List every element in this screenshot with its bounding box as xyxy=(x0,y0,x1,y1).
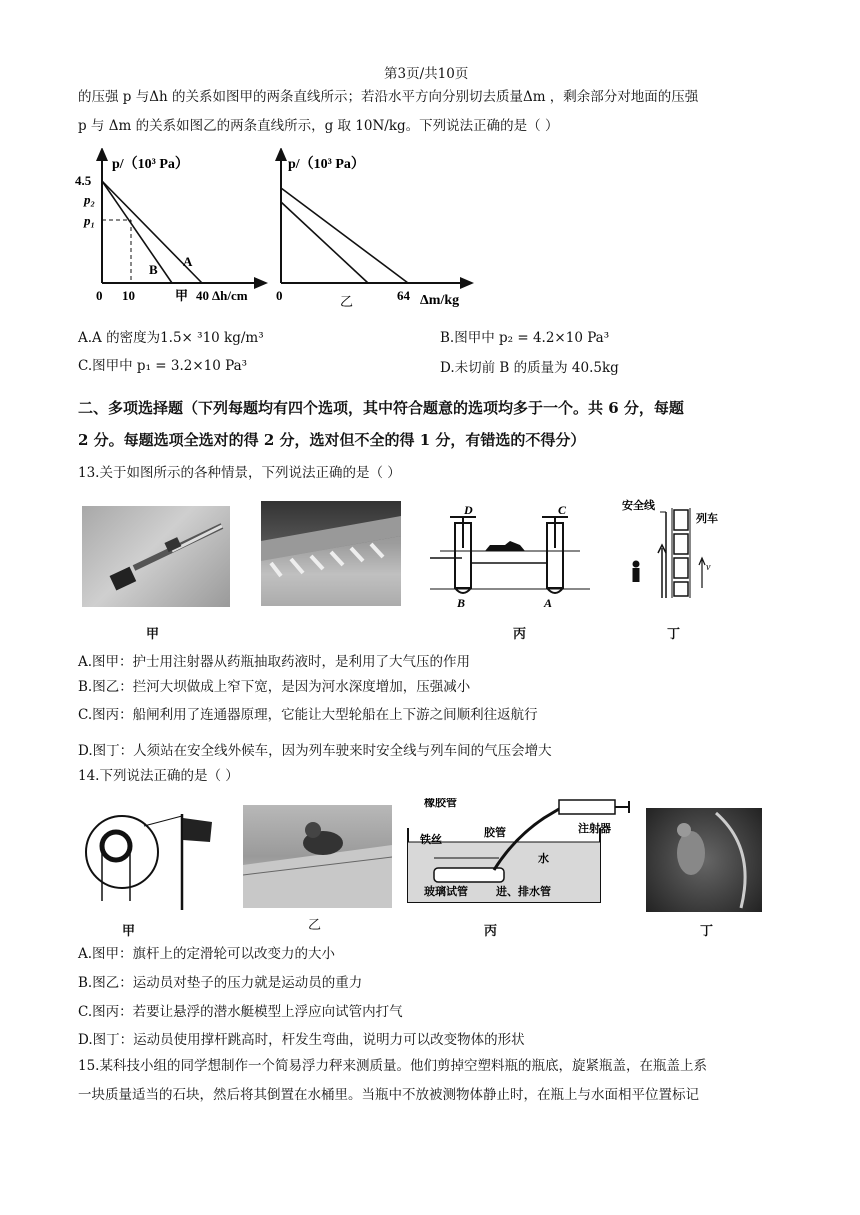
label-wire: 铁丝 xyxy=(420,834,442,846)
dam-photo-sketch xyxy=(261,501,401,606)
page-number: 第3页/共10页 xyxy=(384,66,469,82)
q12-line1: 的压强 p 与Δh 的关系如图甲的两条直线所示；若沿水平方向分别切去质量Δm ，剩余部分对地面的压强 xyxy=(78,89,699,105)
q15-line2: 一块质量适当的石块，然后将其倒置在水桶里。当瓶中不放被测物体静止时，在瓶上与水面相平位置标记 xyxy=(78,1087,699,1103)
graph-yi-ylabel: p/（10³ Pa） xyxy=(288,157,365,172)
origin-yi: 0 xyxy=(276,288,283,303)
xlabel-yi: Δm/kg xyxy=(420,293,460,308)
label-A: A xyxy=(183,254,193,269)
q14-fig-jia xyxy=(84,806,224,912)
q13-option-c: C.图丙：船闸利用了连通器原理，它能让大型轮船在上下游之间顺利往返航行 xyxy=(78,707,538,723)
section2-title-line2: 2 分。每题选项全选对的得 2 分，选对但不全的得 1 分，有错选的不得分） xyxy=(78,431,586,449)
q14-caption-ding: 丁 xyxy=(700,924,714,939)
q15-line1: 15.某科技小组的同学想制作一个简易浮力秤来测质量。他们剪掉空塑料瓶的瓶底，旋紧瓶盖，在瓶盖上系 xyxy=(78,1058,707,1074)
q13-caption-ding: 丁 xyxy=(667,627,681,642)
label-C: C xyxy=(558,503,567,517)
q14-option-c: C.图丙：若要让悬浮的潜水艇模型上浮应向试管内打气 xyxy=(78,1004,403,1020)
q12-line2: p 与 Δm 的关系如图乙的两条直线所示，g 取 10N/kg。下列说法正确的是（ ） xyxy=(78,118,559,134)
q14-caption-jia: 甲 xyxy=(122,924,136,939)
label-A-bing: A xyxy=(544,596,553,610)
q14-photo-yi xyxy=(243,805,392,908)
origin-jia: 0 xyxy=(96,288,103,303)
q13-option-b: B.图乙：拦河大坝做成上窄下宽，是因为河水深度增加，压强减小 xyxy=(78,679,471,695)
q12-option-d: D.未切前 B 的质量为 40.5kg xyxy=(440,360,619,376)
tick-64: 64 xyxy=(397,288,410,303)
tick-40: 40 xyxy=(196,288,209,303)
label-v: v xyxy=(706,562,711,573)
q12-option-a: A.A 的密度为1.5× ³10 kg/m³ xyxy=(78,330,264,346)
section2-title-line1: 二、多项选择题（下列每题均有四个选项，其中符合题意的选项均多于一个。共 6 分，每题 xyxy=(78,399,684,417)
label-test-tube: 玻璃试管 xyxy=(424,886,468,898)
q14-photo-ding xyxy=(646,808,762,912)
xlabel-jia: Δh/cm xyxy=(212,288,248,303)
q14-option-d: D.图丁：运动员使用撑杆跳高时，杆发生弯曲，说明力可以改变物体的形状 xyxy=(78,1032,525,1048)
graph-jia xyxy=(72,148,272,308)
tick-p2: p₂ xyxy=(84,192,96,207)
q14-caption-yi: 乙 xyxy=(308,918,322,933)
label-B-bing: B xyxy=(457,596,466,610)
q13-fig-ding xyxy=(622,498,722,604)
label-train: 列车 xyxy=(696,513,718,525)
caption-yi-graph: 乙 xyxy=(340,294,354,309)
q13-photo-jia xyxy=(82,506,230,607)
q14-fig-bing xyxy=(404,798,634,910)
q12-option-c: C.图甲中 p₁ = 3.2×10 Pa³ xyxy=(78,358,248,374)
tick-p1: p₁ xyxy=(84,213,96,228)
label-B: B xyxy=(149,262,158,277)
tick-10: 10 xyxy=(122,288,135,303)
graph-jia-ylabel: p/（10³ Pa） xyxy=(112,157,189,172)
q13-caption-bing: 丙 xyxy=(513,627,527,642)
q14-option-b: B.图乙：运动员对垫子的压力就是运动员的重力 xyxy=(78,975,363,991)
q13-option-d: D.图丁：人须站在安全线外候车，因为列车驶来时安全线与列车间的气压会增大 xyxy=(78,743,552,759)
label-tube: 胶管 xyxy=(484,827,506,839)
label-in-out-tube: 进、排水管 xyxy=(496,886,551,898)
q14-stem: 14.下列说法正确的是（ ） xyxy=(78,768,239,784)
label-D: D xyxy=(464,503,473,517)
q13-caption-jia: 甲 xyxy=(146,627,160,642)
line-1 xyxy=(281,188,408,283)
high-jump-photo-sketch xyxy=(243,805,392,908)
tick-4-5: 4.5 xyxy=(75,173,92,188)
q13-stem: 13.关于如图所示的各种情景，下列说法正确的是（ ） xyxy=(78,465,401,481)
q14-caption-bing: 丙 xyxy=(484,924,498,939)
q13-photo-yi xyxy=(261,501,401,606)
q13-option-a: A.图甲：护士用注射器从药瓶抽取药液时，是利用了大气压的作用 xyxy=(78,654,471,670)
pole-vault-photo-sketch xyxy=(646,808,762,912)
syringe-photo-sketch xyxy=(82,506,230,607)
label-safety-line: 安全线 xyxy=(622,500,655,512)
q12-option-b: B.图甲中 p₂ = 4.2×10 Pa³ xyxy=(440,330,610,346)
line-B xyxy=(102,181,172,283)
caption-jia-graph: 甲 xyxy=(175,288,189,303)
label-syringe: 注射器 xyxy=(578,823,611,835)
q14-option-a: A.图甲：旗杆上的定滑轮可以改变力的大小 xyxy=(78,946,336,962)
q13-fig-bing xyxy=(430,503,590,611)
label-water: 水 xyxy=(538,853,549,865)
graph-yi xyxy=(268,148,483,313)
label-rubber-tube: 橡胶管 xyxy=(424,798,457,809)
